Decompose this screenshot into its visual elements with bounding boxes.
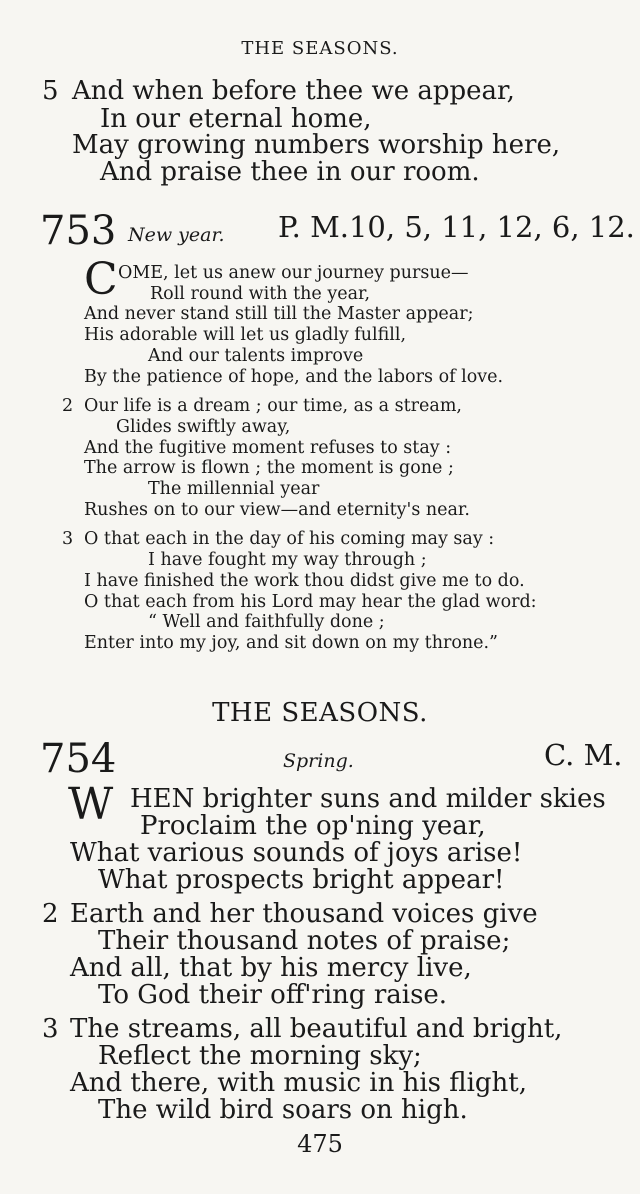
hymn-line: Enter into my joy, and sit down on my throne.”: [84, 633, 499, 653]
hymn-line: Earth and her thousand voices give: [70, 899, 538, 929]
hymn-line: What prospects bright appear!: [98, 865, 505, 895]
hymn-meter: P. M.10, 5, 11, 12, 6, 12.: [278, 210, 635, 244]
hymn-line: May growing numbers worship here,: [72, 130, 561, 160]
running-header: THE SEASONS.: [241, 38, 399, 59]
verse-number: 3: [42, 1014, 59, 1044]
hymn-line: Their thousand notes of praise;: [98, 926, 511, 956]
hymn-line: And never stand still till the Master appear;: [84, 304, 474, 324]
hymn-line: The wild bird soars on high.: [98, 1095, 468, 1125]
hymn-line: Roll round with the year,: [150, 284, 371, 304]
hymn-line: I have finished the work thou didst give me to do.: [84, 571, 525, 591]
hymn-line: “ Well and faithfully done ;: [148, 612, 385, 632]
verse-number: 5: [42, 76, 59, 106]
hymn-number: 753: [40, 208, 117, 254]
hymn-line: O that each in the day of his coming may say :: [84, 529, 495, 549]
hymn-line: His adorable will let us gladly fulfill,: [84, 325, 407, 345]
hymn-line: And all, that by his mercy live,: [70, 953, 472, 983]
hymn-line: Rushes on to our view—and eternity's near.: [84, 500, 470, 520]
hymn-line: I have fought my way through ;: [148, 550, 427, 570]
drop-cap: W: [68, 779, 114, 830]
hymn-line: And praise thee in our room.: [100, 157, 480, 187]
hymn-occasion: New year.: [128, 224, 225, 246]
hymn-line: By the patience of hope, and the labors of love.: [84, 367, 504, 387]
hymn-line: O that each from his Lord may hear the glad word:: [84, 592, 537, 612]
hymn-line: And there, with music in his flight,: [70, 1068, 528, 1098]
verse-number: 2: [42, 899, 59, 929]
hymn-line: What various sounds of joys arise!: [70, 838, 523, 868]
hymn-line: The streams, all beautiful and bright,: [70, 1014, 563, 1044]
hymn-line: The arrow is flown ; the moment is gone ;: [84, 458, 454, 478]
hymn-line: The millennial year: [148, 479, 320, 499]
hymn-line: Glides swiftly away,: [116, 417, 291, 437]
hymn-line: And when before thee we appear,: [72, 76, 515, 106]
verse-number: 3: [62, 529, 74, 549]
hymn-line: Our life is a dream ; our time, as a stream,: [84, 396, 462, 416]
hymn-line: Reflect the morning sky;: [98, 1041, 422, 1071]
hymn-occasion: Spring.: [283, 750, 354, 772]
hymn-line: And the fugitive moment refuses to stay :: [84, 438, 452, 458]
section-title: THE SEASONS.: [212, 698, 428, 728]
hymn-line: HEN brighter suns and milder skies: [130, 784, 606, 814]
verse-number: 2: [62, 396, 74, 416]
page-number: 475: [297, 1130, 343, 1158]
hymn-meter: C. M.: [544, 738, 623, 772]
hymn-number: 754: [40, 736, 117, 782]
hymn-line: To God their off'ring raise.: [98, 980, 448, 1010]
hymn-line: And our talents improve: [148, 346, 364, 366]
hymn-line: Proclaim the op'ning year,: [140, 811, 486, 841]
drop-cap: C: [84, 254, 118, 305]
hymn-line: OME, let us anew our journey pursue—: [118, 263, 469, 283]
hymn-line: In our eternal home,: [100, 104, 372, 134]
